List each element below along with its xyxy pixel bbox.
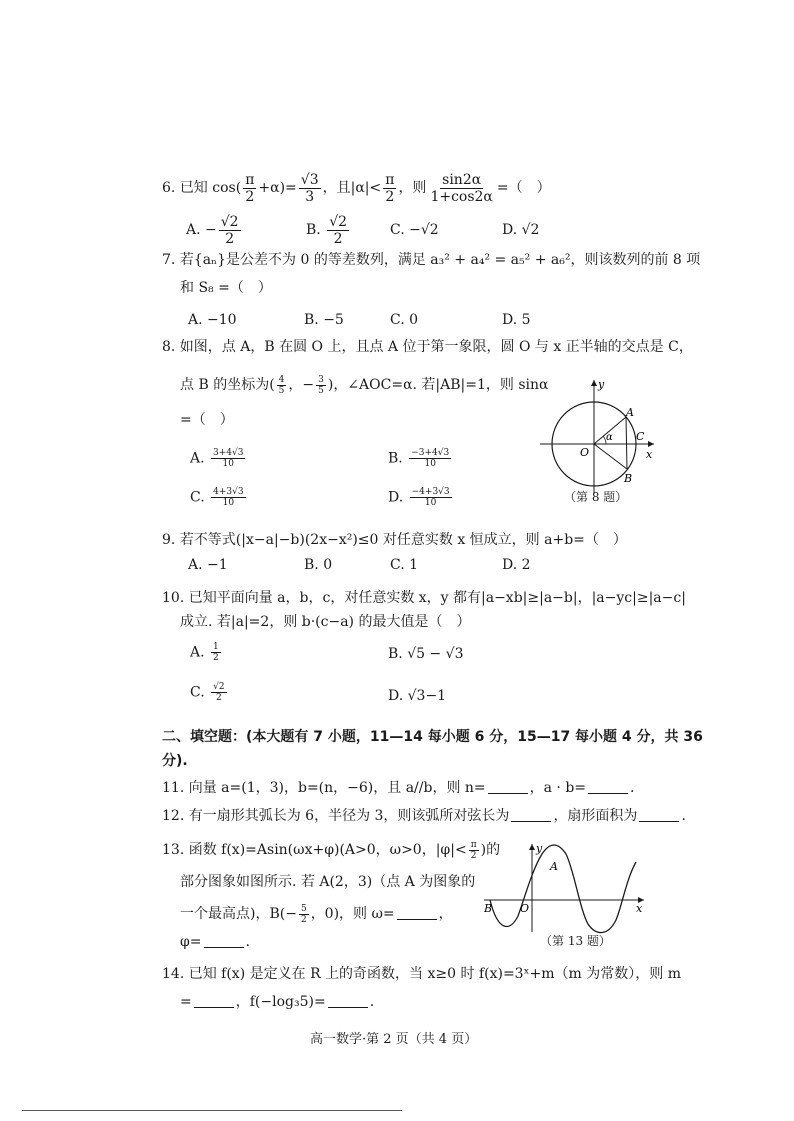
q14-blank-f[interactable] <box>328 993 368 1008</box>
section-2-heading: 二、填空题：(本大题有 7 小题，11—14 每小题 6 分，15—17 每小题 4 分，共 36 <box>162 729 703 745</box>
fraction-sqrt3-over-3: $\frac{√3}{3}$ <box>300 171 319 205</box>
label-alpha: α <box>606 432 613 443</box>
label-b: B <box>484 902 493 915</box>
fraction-pi-over-2: $\frac{\pi}{2}$ <box>245 171 255 205</box>
q12-blank-chord[interactable] <box>511 807 551 822</box>
question-9-line-1: 9. 若不等式(|x−a|−b)(2x−x²)≤0 对任意实数 x 恒成立，则 a+b=（ ） <box>162 532 627 548</box>
label-c: C <box>636 430 645 443</box>
question-14-line-1: 14. 已知 f(x) 是定义在 R 上的奇函数，当 x≥0 时 f(x)=3ˣ+m（m 为常数），则 m <box>162 966 681 982</box>
page-footer: 高一数学·第 2 页（共 4 页） <box>310 1032 478 1047</box>
question-8-line-1: 8. 如图，点 A，B 在圆 O 上，且点 A 位于第一象限，圆 O 与 x 正半轴的交点是 C， <box>162 339 693 355</box>
bottom-divider <box>22 1110 402 1111</box>
question-13-line-3: 一个最高点)，B(− $\frac{5}{2}$ ，0)，则 ω= ， <box>180 903 453 925</box>
question-10-line-2: 成立. 若|a|=2，则 b·(c−a) 的最大值是（ ） <box>180 614 471 630</box>
question-12: 12. 有一扇形其弧长为 6，半径为 3，则该弧所对弦长为 ，扇形面积为 . <box>162 808 686 824</box>
figure-13-sine-graph <box>480 840 648 934</box>
figure-13-caption: （第 13 题） <box>540 934 611 948</box>
question-7-line-1: 7. 若{aₙ}是公差不为 0 的等差数列，满足 a₃² + a₄² = a₅² + a₆²，则该数列的前 8 项 <box>162 252 701 268</box>
q10-option-b[interactable]: B. √5 − √3 <box>388 646 464 662</box>
label-x: x <box>646 448 653 461</box>
q6-option-c[interactable]: C. −√2 <box>390 222 439 238</box>
question-14-line-2: = ，f(−log₃5)= . <box>180 994 375 1010</box>
fraction-sin2a: $\frac{\sin 2\alpha}{1+\cos 2\alpha}$ <box>430 171 493 205</box>
label-o: O <box>580 446 590 459</box>
label-o: O <box>520 902 530 915</box>
y-axis-arrow <box>591 380 597 386</box>
q6-option-d[interactable]: D. √2 <box>502 222 540 238</box>
question-8-line-3: =（ ） <box>180 412 234 428</box>
y-axis-arrow <box>529 844 535 850</box>
question-13-line-2: 部分图象如图所示. 若 A(2，3)（点 A 为图象的 <box>180 874 476 890</box>
q13-blank-omega[interactable] <box>397 905 437 920</box>
figure-8-circle-diagram <box>538 376 658 496</box>
q9-option-a[interactable]: A. −1 <box>188 557 228 573</box>
question-13-line-1: 13. 函数 f(x)=Asin(ωx+φ)(A>0，ω>0，|φ|< $\frac{\pi}{2}$ )的 <box>162 839 501 861</box>
x-axis-arrow <box>648 441 654 447</box>
section-2-heading-cont: 分). <box>162 753 188 769</box>
label-b: B <box>624 472 633 485</box>
q9-option-b[interactable]: B. 0 <box>304 557 333 573</box>
q6-option-b[interactable]: B. $\frac{√2}{2}$ <box>306 213 348 247</box>
q7-option-a[interactable]: A. −10 <box>188 312 237 328</box>
question-13-line-4: φ= . <box>180 934 250 950</box>
label-x: x <box>636 902 643 915</box>
q9-option-c[interactable]: C. 1 <box>390 557 419 573</box>
q12-blank-area[interactable] <box>639 807 679 822</box>
fraction-pi-over-2: $\frac{\pi}{2}$ <box>385 171 395 205</box>
segment-ab <box>626 417 627 469</box>
q7-option-b[interactable]: B. −5 <box>304 312 344 328</box>
q10-option-c[interactable]: C. $\frac{√2}{2}$ <box>190 682 225 703</box>
q14-blank-m[interactable] <box>194 993 234 1008</box>
sine-curve <box>490 845 636 933</box>
q11-blank-dot[interactable] <box>588 779 628 794</box>
question-8-line-2: 点 B 的坐标为( $\frac{4}{5}$ ，− $\frac{3}{5}$ )，∠AOC=α. 若|AB|=1，则 sinα <box>180 374 549 396</box>
question-7-line-2: 和 S₈ =（ ） <box>180 280 272 296</box>
q8-option-b[interactable]: B. $\frac{-3+4√3}{10}$ <box>388 448 450 469</box>
q11-blank-n[interactable] <box>488 779 528 794</box>
question-6: 6. 已知 cos( $\frac{\pi}{2}$ +α)= $\frac{√3}{3}$ ，且|α|< $\frac{\pi}{2}$ ，则 $\frac{\sin 2\alpha}{1+\cos 2\alpha}$ =（ ） <box>162 171 551 205</box>
figure-8-caption: （第 8 题） <box>564 490 628 504</box>
q6-option-a[interactable]: A. − $\frac{√2}{2}$ <box>186 213 239 247</box>
label-a: A <box>550 860 558 873</box>
label-y: y <box>598 378 605 391</box>
q13-blank-phi[interactable] <box>204 933 244 948</box>
question-10-line-1: 10. 已知平面向量 a，b，c，对任意实数 x，y 都有|a−xb|≥|a−b|，|a−yc|≥|a−c| <box>162 590 686 606</box>
q7-option-d[interactable]: D. 5 <box>502 312 531 328</box>
q10-option-d[interactable]: D. √3−1 <box>388 688 447 704</box>
label-y: y <box>536 842 543 855</box>
q7-option-c[interactable]: C. 0 <box>390 312 419 328</box>
q9-option-d[interactable]: D. 2 <box>502 557 531 573</box>
label-a: A <box>626 406 634 419</box>
q10-option-a[interactable]: A. $\frac{1}{2}$ <box>190 642 219 663</box>
q8-option-c[interactable]: C. $\frac{4+3√3}{10}$ <box>190 487 244 508</box>
q8-option-d[interactable]: D. $\frac{-4+3√3}{10}$ <box>388 487 450 508</box>
q8-option-a[interactable]: A. $\frac{3+4√3}{10}$ <box>190 448 244 469</box>
question-11: 11. 向量 a=(1，3)，b=(n，−6)，且 a//b，则 n= ，a · b= . <box>162 780 635 796</box>
segment-ob <box>594 444 627 469</box>
